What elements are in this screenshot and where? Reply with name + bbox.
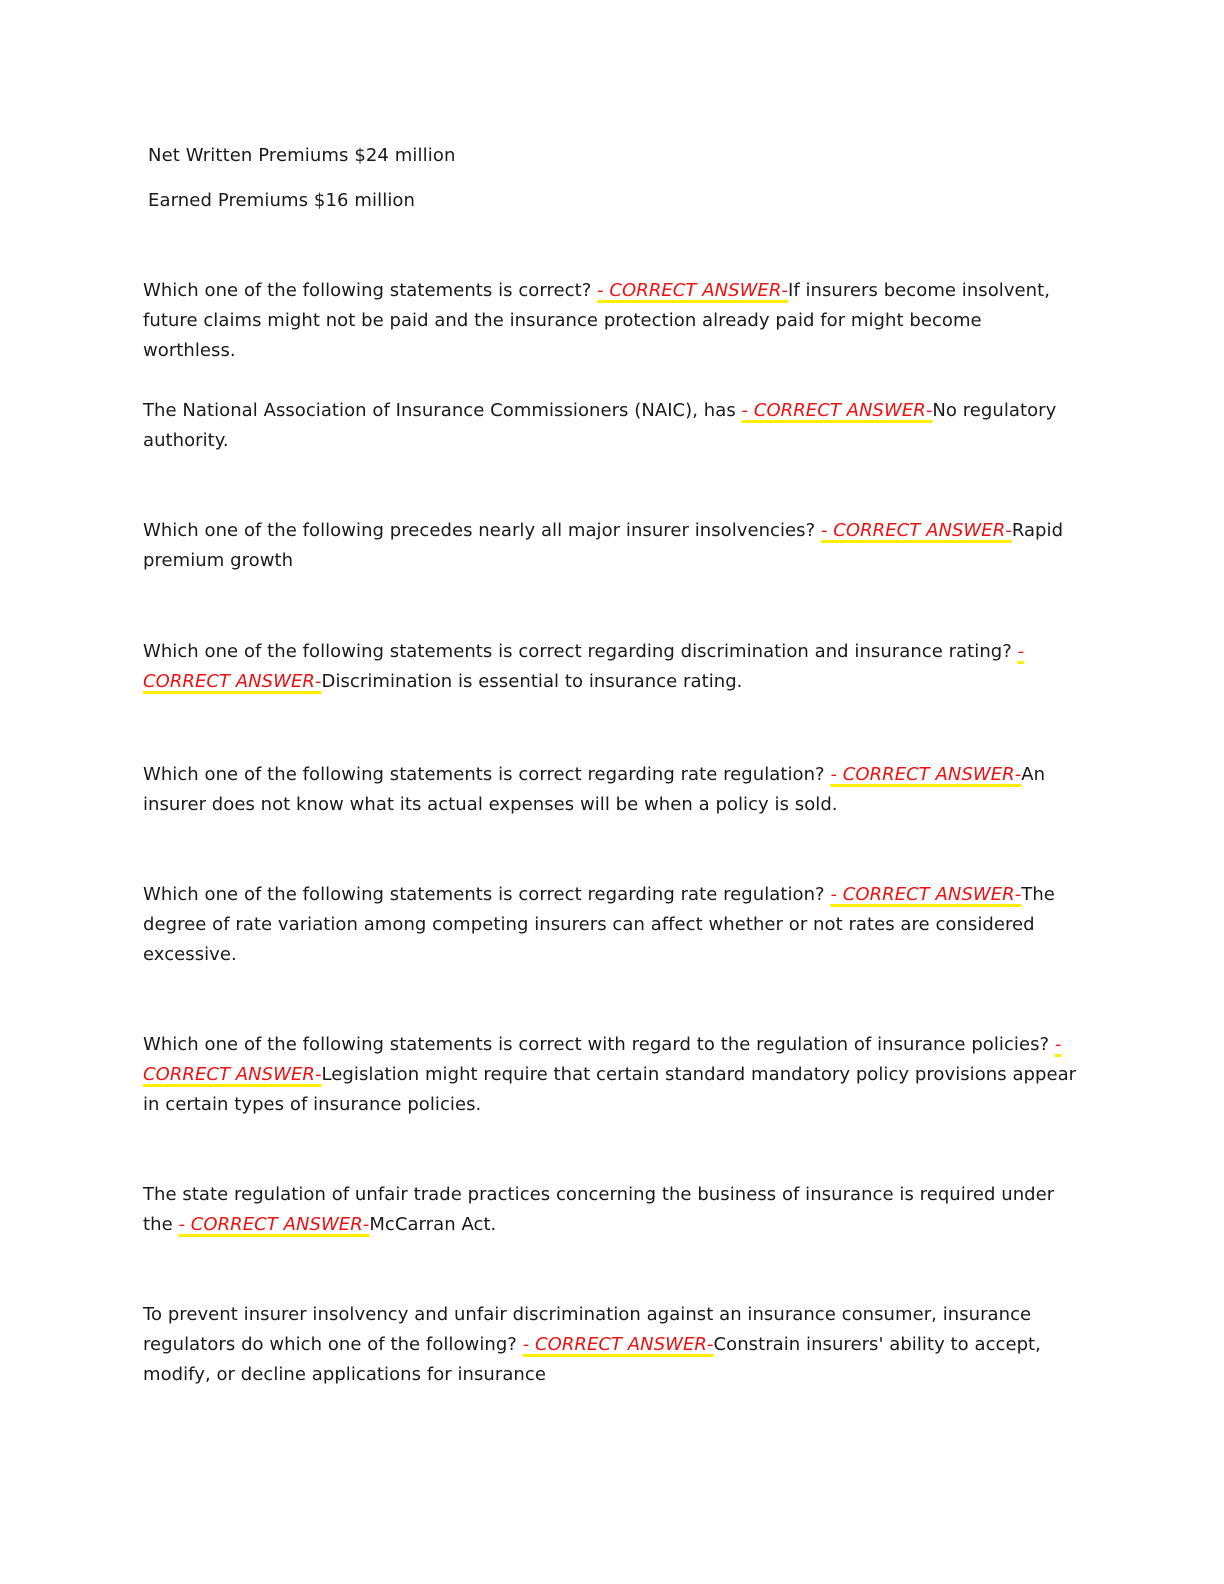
answer-text: Rapid premium growth [143,520,1064,571]
net-written-premiums-line: Net Written Premiums $24 million [148,145,456,166]
qa-item-8 [143,1180,1078,1240]
qa-item-9 [143,1300,1078,1390]
correct-answer-marker: - CORRECT ANSWER- [178,1214,370,1235]
correct-answer-marker: - CORRECT ANSWER- [741,400,933,421]
qa-item-5 [143,760,1078,820]
qa-item-2 [143,396,1078,456]
question-text: Which one of the following statements is correct with regard to the regulation of insurance policies? [143,1034,1055,1055]
question-text: The National Association of Insurance Commissioners (NAIC), has [143,400,742,421]
answer-text: Legislation might require that certain standard mandatory policy provisions appear in certain types of insurance policies. [143,1064,1077,1115]
correct-answer-marker: - CORRECT ANSWER- [830,764,1022,785]
answer-text: McCarran Act. [369,1214,497,1235]
answer-text: Discrimination is essential to insurance rating. [321,671,743,692]
answer-text: The degree of rate variation among competing insurers can affect whether or not rates are considered excessive. [143,884,1055,965]
correct-answer-marker: - CORRECT ANSWER- [830,884,1022,905]
correct-answer-marker: - CORRECT ANSWER- [522,1334,714,1355]
question-text: Which one of the following statements is correct? [143,280,598,301]
qa-item-4 [143,637,1078,697]
answer-text: If insurers become insolvent, future claims might not be paid and the insurance protection already paid for might become worthless. [143,280,1051,361]
correct-answer-marker: - CORRECT ANSWER- [143,641,1025,692]
qa-item-3 [143,516,1078,576]
answer-text: Constrain insurers' ability to accept, modify, or decline applications for insurance [143,1334,1041,1385]
question-text: Which one of the following statements is correct regarding rate regulation? [143,764,831,785]
correct-answer-marker: - CORRECT ANSWER- [820,520,1012,541]
answer-text: An insurer does not know what its actual expenses will be when a policy is sold. [143,764,1046,815]
qa-item-7 [143,1030,1078,1120]
question-text: To prevent insurer insolvency and unfair discrimination against an insurance consumer, insurance regulators do which one of the following? [143,1304,1032,1355]
earned-premiums-line: Earned Premiums $16 million [148,190,416,211]
question-text: The state regulation of unfair trade practices concerning the business of insurance is required under the [143,1184,1055,1235]
question-text: Which one of the following statements is correct regarding rate regulation? [143,884,831,905]
correct-answer-marker: - CORRECT ANSWER- [143,1034,1062,1085]
question-text: Which one of the following precedes nearly all major insurer insolvencies? [143,520,821,541]
question-text: Which one of the following statements is correct regarding discrimination and insurance rating? [143,641,1018,662]
correct-answer-marker: - CORRECT ANSWER- [597,280,788,301]
answer-text: No regulatory authority. [143,400,1057,451]
qa-item-1 [143,276,1078,366]
qa-item-6 [143,880,1078,970]
